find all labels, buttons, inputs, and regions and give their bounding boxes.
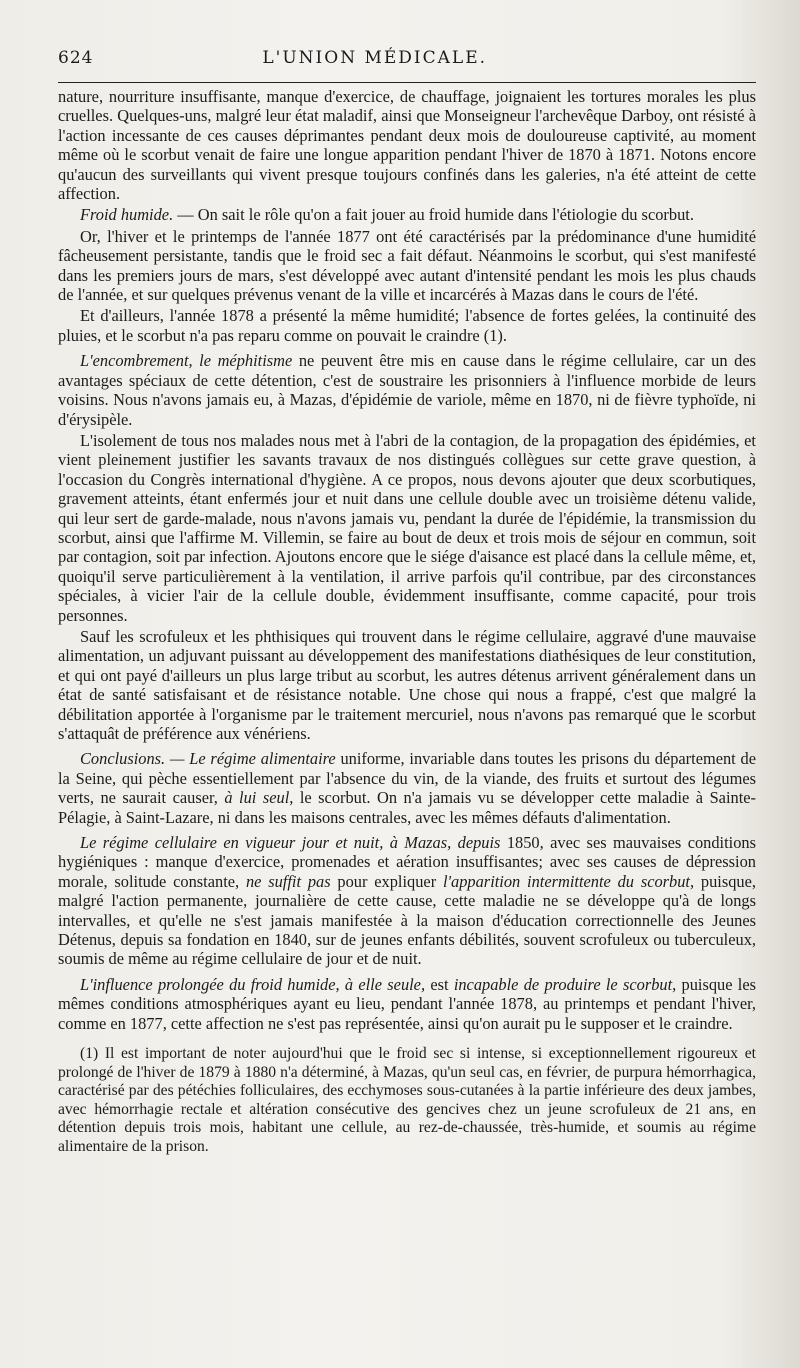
paragraph: Or, l'hiver et le printemps de l'année 1877 ont été caractérisés par la prédominance d'une humidité fâcheusement persistante, tandis que le froid sec a fait défaut. Néanmoins le scorbut, qui s'est manifesté dans les premiers jours de mars, s'est développé avec autant d'intensité pendant les mois les plus chauds de l'année, et sur quelques prévenus venant de la ville et incarcérés à Mazas dans le cours de l'été. bbox=[58, 226, 756, 305]
section-lead: Froid humide. bbox=[80, 205, 174, 225]
paragraph bbox=[58, 351, 756, 429]
paragraph-text: uniforme, invariable dans toutes les prisons du département de la Seine, qui pèche essentiellement par l'absence du vin, de la viande, des fruits et surtout des légumes verts, ne saurait causer, bbox=[58, 749, 756, 808]
running-title: L'UNION MÉDICALE. bbox=[262, 48, 488, 68]
section-lead: L'influence prolongée du froid humide, à elle seule, bbox=[80, 974, 426, 994]
paragraph-text: le scorbut. On n'a jamais vu se développer cette maladie à Sainte-Pélagie, à Saint-Lazare, ni dans les maisons centrales, avec les mêmes défauts d'alimentation. bbox=[58, 788, 756, 827]
paragraph-text: puisque les mêmes conditions atmosphériques ayant eu lieu, pendant l'année 1878, au printemps et pendant l'hiver, comme en 1877, cette affection ne s'est pas représentée, ainsi qu'on aurait pu le supposer et le craindre. bbox=[58, 974, 756, 1033]
footnote: (1) Il est important de noter aujourd'hui que le froid sec si intense, si exceptionnellement rigoureux et prolongé de l'hiver de 1879 à 1880 n'a déterminé, à Mazas, qu'un seul cas, en février, de purpura hémorrhagica, caractérisé par des pétéchies folliculaires, des ecchymoses sous-cutanées à la partie inférieure des deux jambes, avec hémorrhagie rectale et altération consécutive des gencives chez un jeune scrofuleux de 21 ans, en détention depuis trois mois, habitant une cellule, au rez-de-chaussée, très-humide, et soumis au régime alimentaire de la prison. bbox=[58, 1045, 756, 1156]
header-rule bbox=[58, 82, 756, 83]
paragraph-text: puisque, malgré l'action permanente, journalière de cette cause, cette maladie ne se développe qu'à de longs intervalles, et qu'elle ne s'est jamais manifestée à la maison d'éducation correctionnelle des Jeunes Détenus, depuis sa fondation en 1840, sur de jeunes enfants débilités, souvent scrofuleux ou tuberculeux, soumis de même au régime cellulaire de jour et de nuit. bbox=[58, 871, 756, 969]
paragraph bbox=[58, 205, 756, 224]
section-lead: Conclusions. — Le régime alimentaire bbox=[80, 749, 336, 769]
emphasis: incapable de produire le scorbut, bbox=[453, 974, 677, 994]
paragraph bbox=[58, 833, 756, 969]
paragraph-text: pour expliquer bbox=[330, 871, 443, 891]
section-lead: L'encombrement, le méphitisme bbox=[80, 351, 293, 371]
paragraph bbox=[58, 975, 756, 1033]
paragraph-text: 1850, avec ses mauvaises conditions hygiéniques : manque d'exercice, promenades et aération insuffisantes; avec ses causes de dépression morale, solitude constante, bbox=[58, 833, 756, 891]
emphasis: à lui seul, bbox=[224, 788, 294, 808]
paragraph-text: — On sait le rôle qu'on a fait jouer au froid humide dans l'étiologie du scorbut. bbox=[173, 205, 694, 225]
page-number: 624 bbox=[58, 48, 94, 68]
paragraph: L'isolement de tous nos malades nous met à l'abri de la contagion, de la propagation des épidémies, et vient pleinement justifier les savants travaux de nos distingués collègues sur cette grave question, à l'occasion du Congrès international d'hygiène. A ce propos, nous devons ajouter que deux scorbutiques, gravement atteints, étant enfermés jour et nuit dans une cellule double avec un troisième détenu valide, qui leur sert de garde-malade, nous n'avons jamais vu, pendant la durée de l'épidémie, la transmission du scorbut, ainsi que l'affirme M. Villemin, se faire au bout de deux et trois mois de séjour en commun, soit par contagion, soit par infection. Ajoutons encore que le siége d'aisance est placé dans la cellule même, et, quoiqu'il serve particulièrement à la ventilation, il arrive parfois qu'il contribue, par des circonstances spéciales, à vicier l'air de la cellule double, évidemment insuffisante, comme capacité, pour trois personnes. bbox=[58, 430, 756, 625]
paragraph: nature, nourriture insuffisante, manque d'exercice, de chauffage, joignaient les tortures morales les plus cruelles. Quelques-uns, malgré leur état maladif, ainsi que Monseigneur l'archevêque Darboy, ont résisté à l'action incessante de ces causes déprimantes pendant deux mois de douloureuse captivité, au moment même où le scorbut venait de faire une longue apparition pendant l'hiver de 1870 à 1871. Notons encore qu'aucun des surveillants qui vivent presque toujours confinés dans les galeries, n'a été atteint de cette affection. bbox=[58, 87, 756, 204]
paragraph-text: ne peuvent être mis en cause dans le régime cellulaire, car un des avantages spéciaux de cette détention, c'est de soustraire les prisonniers à l'influence morbide de leurs voisins. Nous n'avons jamais eu, à Mazas, d'épidémie de variole, même en 1870, ni de fièvre typhoïde, ni d'érysipèle. bbox=[58, 351, 756, 429]
paragraph: Sauf les scrofuleux et les phthisiques qui trouvent dans le régime cellulaire, aggravé d'une mauvaise alimentation, un adjuvant puissant au développement des manifestations diathésiques de leur constitution, et qui ont payé d'ailleurs un plus large tribut au scorbut, les autres détenus arrivent généralement dans un état de santé satisfaisant et de résistance notable. Une chose qui nous a frappé, c'est que malgré la débilitation apportée à l'organisme par le traitement mercuriel, nous n'avons pas remarqué que le scorbut s'attaquât de préférence aux vénériens. bbox=[58, 626, 756, 743]
emphasis: l'apparition intermittente du scorbut, bbox=[442, 871, 695, 891]
paragraph bbox=[58, 749, 756, 827]
paragraph: Et d'ailleurs, l'année 1878 a présenté la même humidité; l'absence de fortes gelées, la continuité des pluies, et le scorbut n'a pas reparu comme on pouvait le craindre (1). bbox=[58, 306, 756, 345]
body-text bbox=[58, 87, 756, 1033]
section-lead: Le régime cellulaire en vigueur jour et nuit, à Mazas, depuis bbox=[80, 833, 501, 853]
emphasis: ne suffit pas bbox=[245, 871, 331, 891]
paragraph-text: est bbox=[425, 974, 454, 994]
page-header bbox=[58, 48, 756, 68]
